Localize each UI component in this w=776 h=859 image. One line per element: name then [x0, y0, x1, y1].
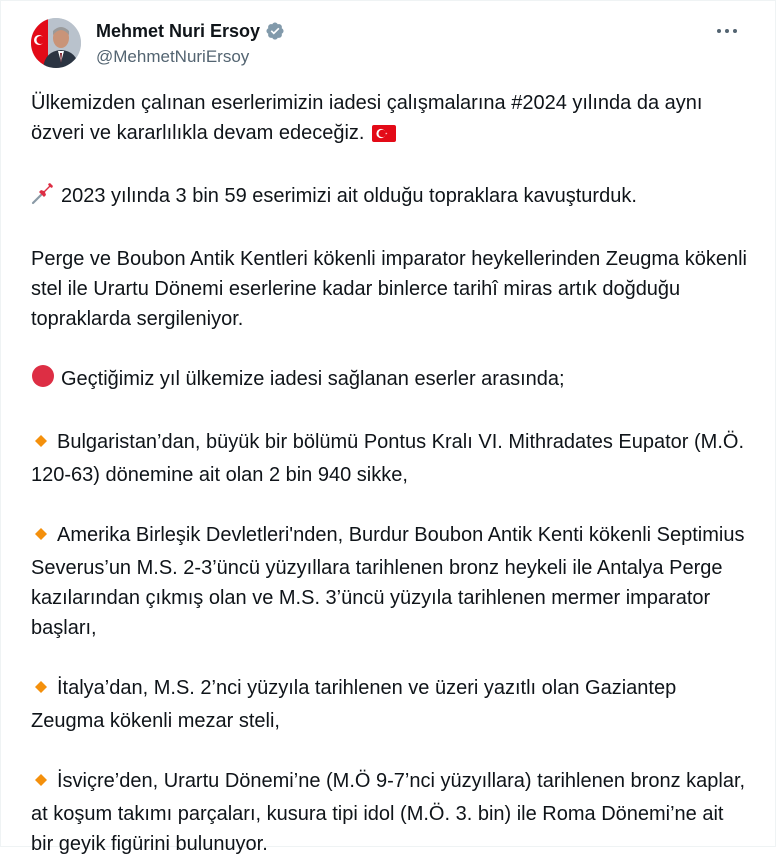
author-display-name[interactable]: Mehmet Nuri Ersoy: [96, 21, 261, 41]
red-circle-icon: [31, 364, 55, 397]
orange-diamond-icon: [31, 523, 51, 553]
author-name-row: [96, 20, 285, 42]
tweet-text: [31, 88, 751, 859]
more-options-icon: [716, 28, 738, 34]
author-handle[interactable]: @MehmetNuriErsoy: [96, 47, 250, 66]
orange-diamond-icon: [31, 430, 51, 460]
paragraph-text: Amerika Birleşik Devletleri'nden, Burdur Boubon Antik Kenti kökenli Septimius Severus’un M.S. 2-3’üncü yüzyıllara tarihlenen bronz heykeli ile Antalya Perge kazılarından çıkmış olan ve M.S. 3’üncü yüzyıla tarihlenen mermer imparator başları,: [31, 524, 745, 639]
verified-badge-icon: [265, 21, 285, 41]
tweet-paragraph: [31, 766, 751, 859]
tweet-paragraph: [31, 364, 751, 397]
paragraph-text: Perge ve Boubon Antik Kentleri kökenli imparator heykellerinden Zeugma kökenli stel ile Urartu Dönemi eserlerine kadar binlerce tarihî miras artık doğduğu topraklarda sergileniyor.: [31, 248, 747, 330]
tweet-paragraph: [31, 88, 751, 151]
pushpin-icon: [31, 181, 55, 214]
avatar[interactable]: [31, 18, 81, 68]
paragraph-text: Geçtiğimiz yıl ülkemize iadesi sağlanan eserler arasında;: [61, 368, 565, 390]
tweet-paragraph: [31, 520, 751, 643]
more-options-button[interactable]: [712, 19, 742, 43]
paragraph-text: İtalya’dan, M.S. 2’nci yüzyıla tarihlenen ve üzeri yazıtlı olan Gaziantep Zeugma kökenli mezar steli,: [31, 677, 677, 732]
turkish-flag-icon: [372, 121, 396, 151]
paragraph-text: İsviçre’den, Urartu Dönemi’ne (M.Ö 9-7’nci yüzyıllara) tarihlenen bronz kaplar, at koşum takımı parçaları, kusura tipi idol (M.Ö. 3. bin) ile Roma Dönemi’ne ait bir geyik figürini bulunuyor.: [31, 770, 746, 855]
paragraph-text: Ülkemizden çalınan eserlerimizin iadesi çalışmalarına #2024 yılında da aynı özveri ve kararlılıkla devam edeceğiz.: [31, 92, 703, 144]
paragraph-text: Bulgaristan’dan, büyük bir bölümü Pontus Kralı VI. Mithradates Eupator (M.Ö. 120-63) dönemine ait olan 2 bin 940 sikke,: [31, 431, 745, 486]
tweet-paragraph: [31, 427, 751, 490]
paragraph-text: 2023 yılında 3 bin 59 eserimizi ait olduğu topraklara kavuşturduk.: [61, 185, 637, 207]
orange-diamond-icon: [31, 769, 51, 799]
tweet-paragraph: [31, 181, 751, 214]
tweet-paragraph: [31, 244, 751, 334]
orange-diamond-icon: [31, 676, 51, 706]
tweet-paragraph: [31, 673, 751, 736]
